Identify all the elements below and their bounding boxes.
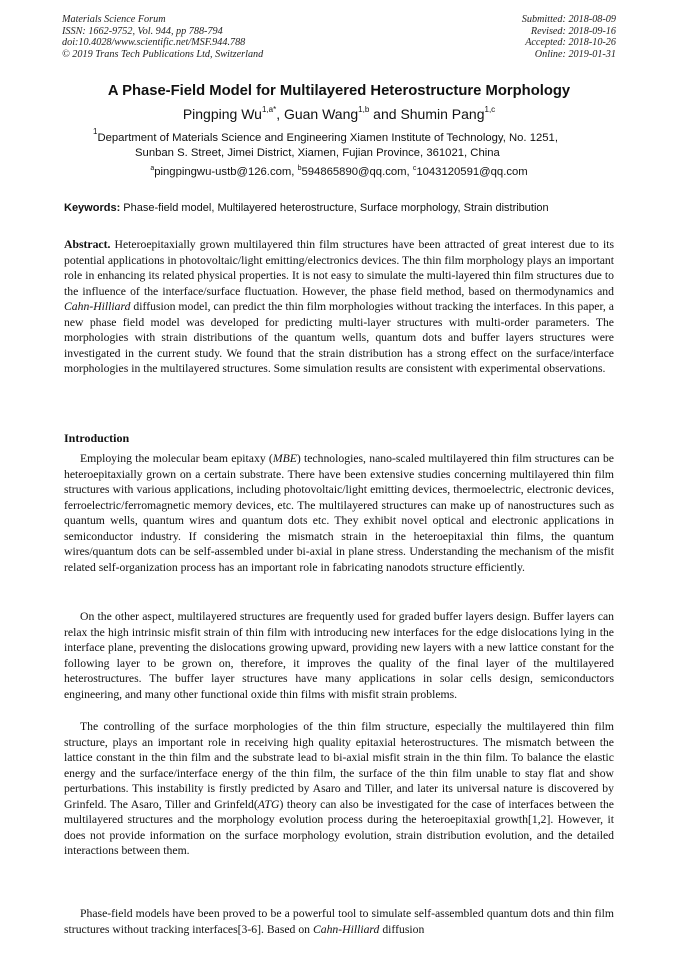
affil-mark: 1	[93, 127, 98, 136]
paragraph-emphasis: Cahn-Hilliard	[312, 922, 380, 936]
abstract-emphasis: Cahn-Hilliard	[64, 300, 131, 313]
intro-paragraph-3	[64, 719, 614, 859]
revised-date: Revised: 2018-09-16	[530, 25, 616, 37]
intro-paragraph-4	[64, 906, 614, 937]
doi-line: doi:10.4028/www.scientific.net/MSF.944.788	[62, 37, 246, 49]
email-mark: b	[297, 165, 302, 172]
issn-line: ISSN: 1662-9752, Vol. 944, pp 788-794	[62, 25, 223, 37]
paper-title: A Phase-Field Model for Multilayered Heterostructure Morphology	[107, 83, 571, 99]
keywords-label: Keywords:	[64, 202, 121, 214]
keywords-text: Phase-field model, Multilayered heterostructure, Surface morphology, Strain distribution	[120, 202, 549, 214]
email-mark: a	[150, 165, 155, 172]
keywords	[64, 202, 624, 214]
author-separator: and	[369, 106, 401, 122]
affiliation	[93, 127, 613, 161]
author-name: Pingping Wu	[182, 106, 262, 122]
affil-line-1: Department of Materials Science and Engineering Xiamen Institute of Technology, No. 1251,	[97, 132, 558, 144]
abstract-label: Abstract.	[64, 238, 111, 251]
author-affil-mark: 1,b	[358, 105, 370, 114]
email-c[interactable]: 1043120591@qq.com	[416, 166, 528, 178]
intro-paragraph-1	[64, 451, 614, 575]
submitted-date: Submitted: 2018-08-09	[521, 14, 616, 25]
online-date: Online: 2019-01-31	[534, 48, 616, 60]
affil-line-2: Sunban S. Street, Jimei District, Xiamen, Fujian Province, 361021, China	[135, 147, 500, 159]
journal-name: Materials Science Forum	[62, 14, 166, 25]
author-affil-mark: 1,c	[484, 105, 496, 114]
paragraph-text: ) theory can also be investigated for the case of interfaces between the multilayered structures and the morphology evolution process during the heteroepitaxial growth[1,2]. However, it does not provide information on the surface morphology evolution, strain distribution evolution, and the detailed interactions between them.	[64, 797, 614, 857]
email-list	[0, 166, 678, 178]
abstract-text: diffusion model, can predict the thin film morphologies without tracking the interfaces. In this paper, a new phase field model was developed for predicting multi-layer structures with multi-order parameters. The morphologies with strain distributions of the quantum wells, quantum dots and buffer layers structures were investigated in the current study. We found that the strain distribution has a strong effect on the surface/interface morphologies in the multilayered structures. Some simulation results are consistent with experimental observations.	[64, 300, 614, 375]
paragraph-text: ) technologies, nano-scaled multilayered thin film structures can be heteroepitaxially grown on a certain substrate. There have been extensive studies concerning multilayered thin film structures with various applications, including photovoltaic/light emitting devices, thermoelectric, electronic devices, ferroelectric/ferromagnetic memory devices, etc. The multilayered structures can make up of nanostructures such as quantum wells, quantum wires and quantum dots etc. They exhibit novel optical and electronic applications in semiconductor industry. If considering the mismatch strain in the heteroepitaxial thin films, the quantum wires/quantum dots can be self-assembled under bi-axial in plane stress. Understanding the mechanism of the misfit related self-organization process has an important role in fabricating nanodots structure efficiently.	[64, 452, 614, 574]
paragraph-text: diffusion	[379, 922, 425, 936]
copyright-line: © 2019 Trans Tech Publications Ltd, Switzerland	[62, 48, 264, 60]
paragraph-emphasis: ATG	[257, 797, 280, 811]
accepted-date: Accepted: 2018-10-26	[525, 37, 616, 49]
abstract	[64, 237, 614, 377]
paragraph-emphasis: MBE	[272, 452, 297, 465]
paragraph-text: Employing the molecular beam epitaxy (	[80, 452, 273, 465]
email-b[interactable]: 594865890@qq.com,	[301, 166, 413, 178]
email-mark: c	[412, 165, 417, 172]
author-name: Guan Wang	[283, 106, 359, 122]
section-heading: Introduction	[64, 431, 130, 445]
author-list	[0, 106, 678, 122]
author-name: Shumin Pang	[400, 106, 485, 122]
author-separator: ,	[276, 106, 284, 122]
paragraph-text: The controlling of the surface morphologies of the thin film structure, especially the multilayered thin film structure, plays an important role in receiving high quality epitaxial heterostructures. The mismatch between the lattice constant in the thin film and the substrate lead to bi-axial misfit strain in the thin film. To balance the elastic energy and the surface/interface energy of the thin film, the surface of the thin film unable to stay flat and show perturbations. This instability is firstly predicted by Asaro and Tiller, and later its universal nature is discovered by Grinfeld. The Asaro, Tiller and Grinfeld(	[64, 720, 614, 811]
author-affil-mark: 1,a*	[261, 105, 277, 114]
paragraph-text: Phase-field models have been proved to be a powerful tool to simulate self-assembled quantum dots and thin film structures without tracking interfaces[3-6]. Based on	[64, 907, 614, 936]
publication-dates	[522, 14, 616, 60]
email-a[interactable]: pingpingwu-ustb@126.com,	[154, 166, 298, 178]
journal-info	[62, 14, 263, 60]
intro-paragraph-2: On the other aspect, multilayered structures are frequently used for graded buffer layers design. Buffer layers can relax the high intrinsic misfit strain of thin film with introducing new interfaces for the edge dislocations lying in the interface plane, preventing the dislocations growing upward, providing new layers with a new lattice constant for the following layer to be grown on, therefore, it improves the quality of the final layer of the multilayered heterostructures. The buffer layer structures have many applications in solar cells design, semiconductors engineering, and many other functional oxide thin films with misfit strain problems.	[64, 610, 614, 701]
abstract-text: Heteroepitaxially grown multilayered thin film structures have been attracted of great interest due to its potential applications in photovoltaic/light emitting/electronics devices. The thin film morphology plays an important role in enhancing its related physical properties. It is not easy to simulate the multi-layered thin film structures due to the influence of the interface/surface fluctuation. However, the phase field method, based on thermodynamics and	[64, 238, 614, 298]
